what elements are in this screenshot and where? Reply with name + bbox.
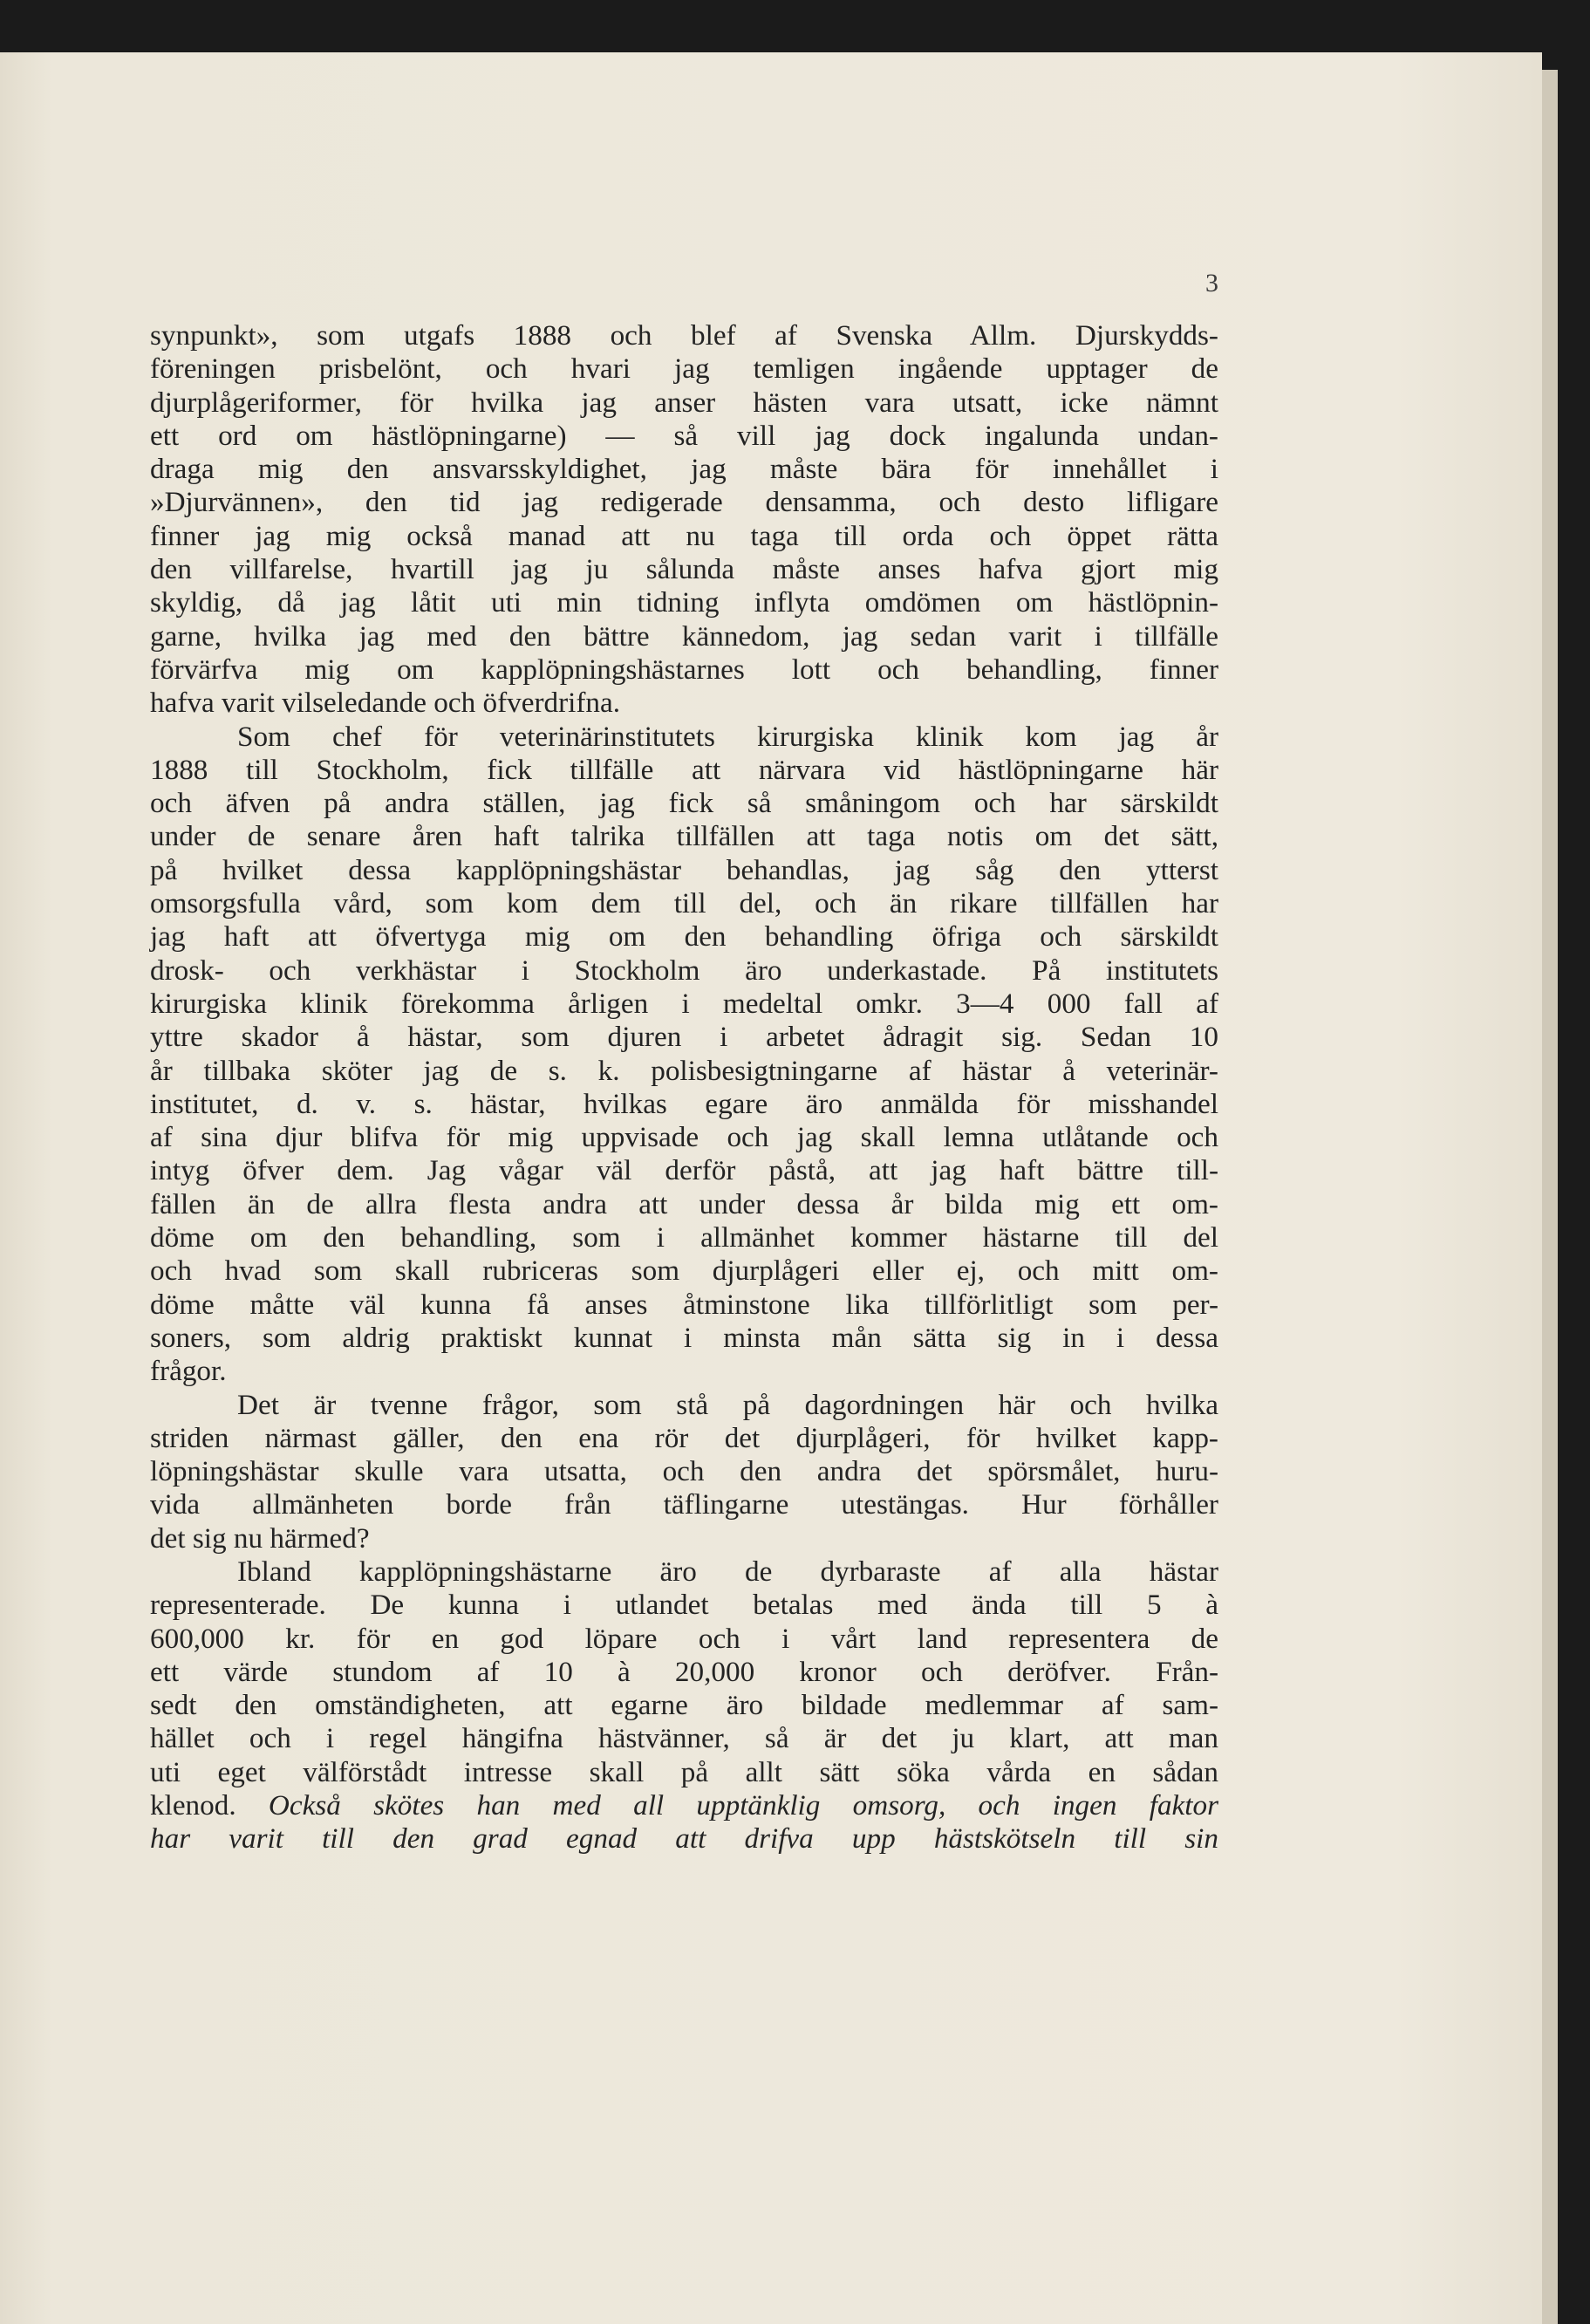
text-fragment-plain: klenod. [150,1789,236,1822]
text-line: den villfarelse, hvartill jag ju sålunda måste anses hafva gjort mig [150,553,1218,586]
text-line: på hvilket dessa kapplöpningshästar behandlas, jag såg den ytterst [150,853,1218,886]
text-line: förvärfva mig om kapplöpningshästarnes lott och behandling, finner [150,653,1218,686]
text-line: Som chef för veterinärinstitutets kirurgiska klinik kom jag år [237,720,1218,753]
body-text [150,319,1218,1856]
text-line: Ibland kapplöpningshästarne äro de dyrbaraste af alla hästar [237,1555,1218,1588]
text-line: djurplågeriformer, för hvilka jag anser hästen vara utsatt, icke nämnt [150,386,1218,419]
text-line: hafva varit vilseledande och öfverdrifna. [150,687,621,720]
text-line: skyldig, då jag låtit uti min tidning inflyta omdömen om hästlöpnin- [150,586,1218,619]
text-line: soners, som aldrig praktiskt kunnat i minsta mån sätta sig in i dessa [150,1321,1218,1354]
text-line: uti eget välförstådt intresse skall på allt sätt söka vårda en sådan [150,1755,1218,1788]
text-line: döme om den behandling, som i allmänhet kommer hästarne till del [150,1221,1218,1254]
text-line: ett ord om hästlöpningarne) — så vill jag dock ingalunda undan- [150,419,1218,452]
text-line: vida allmänheten borde från täflingarne utestängas. Hur förhåller [150,1488,1218,1521]
text-line: synpunkt», som utgafs 1888 och blef af Svenska Allm. Djurskydds- [150,319,1218,352]
text-line: representerade. De kunna i utlandet betalas med ända till 5 à [150,1589,1218,1622]
text-line: under de senare åren haft talrika tillfällen att taga notis om det sätt, [150,820,1218,853]
text-fragment-italic: Också skötes han med all upptänklig omsorg, och ingen faktor [268,1789,1219,1822]
text-line: draga mig den ansvarsskyldighet, jag måste bära för innehållet i [150,453,1218,486]
text-line: och hvad som skall rubriceras som djurplågeri eller ej, och mitt om- [150,1254,1218,1288]
text-line: ett värde stundom af 10 à 20,000 kronor och deröfver. Från- [150,1655,1218,1688]
text-line: hället och i regel hängifna hästvänner, så är det ju klart, att man [150,1722,1218,1755]
text-line: föreningen prisbelönt, och hvari jag temligen ingående upptager de [150,352,1218,386]
text-line: »Djurvännen», den tid jag redigerade densamma, och desto lifligare [150,486,1218,519]
text-line: Det är tvenne frågor, som stå på dagordningen här och hvilka [237,1388,1218,1421]
text-line: drosk- och verkhästar i Stockholm äro underkastade. På institutets [150,954,1218,987]
text-line: det sig nu härmed? [150,1521,370,1555]
text-line: yttre skador å hästar, som djuren i arbetet ådragit sig. Sedan 10 [150,1021,1218,1054]
text-line: år tillbaka sköter jag de s. k. polisbesigtningarne af hästar å veterinär- [150,1054,1218,1087]
text-line: jag haft att öfvertyga mig om den behandling öfriga och särskildt [150,920,1218,954]
document-page [0,52,1542,2324]
text-line: omsorgsfulla vård, som kom dem till del, och än rikare tillfällen har [150,887,1218,920]
text-line: döme måtte väl kunna få anses åtminstone lika tillförlitligt som per- [150,1288,1218,1321]
text-line: institutet, d. v. s. hästar, hvilkas egare äro anmälda för misshandel [150,1087,1218,1120]
text-line: 600,000 kr. för en god löpare och i vårt land representera de [150,1622,1218,1655]
page-edge [1542,70,1558,2324]
text-line: kirurgiska klinik förekomma årligen i medeltal omkr. 3—4 000 fall af [150,987,1218,1020]
text-line-italic: har varit till den grad egnad att drifva upp hästskötseln till sin [150,1822,1218,1856]
text-line: af sina djur blifva för mig uppvisade och jag skall lemna utlåtande och [150,1121,1218,1154]
text-line: intyg öfver dem. Jag vågar väl derför påstå, att jag haft bättre till- [150,1154,1218,1187]
text-line: finner jag mig också manad att nu taga till orda och öppet rätta [150,519,1218,552]
text-line: garne, hvilka jag med den bättre kännedom, jag sedan varit i tillfälle [150,619,1218,653]
page-number: 3 [1205,269,1218,297]
text-line: löpningshästar skulle vara utsatta, och den andra det spörsmålet, huru- [150,1455,1218,1488]
text-line: striden närmast gäller, den ena rör det djurplågeri, för hvilket kapp- [150,1421,1218,1454]
text-line: sedt den omständigheten, att egarne äro bildade medlemmar af sam- [150,1689,1218,1722]
text-line: fällen än de allra flesta andra att under dessa år bilda mig ett om- [150,1187,1218,1220]
text-line: frågor. [150,1355,227,1388]
text-line: 1888 till Stockholm, fick tillfälle att närvara vid hästlöpningarne här [150,753,1218,786]
text-line: och äfven på andra ställen, jag fick så småningom och har särskildt [150,787,1218,820]
text-line-mixed [150,1789,1218,1822]
